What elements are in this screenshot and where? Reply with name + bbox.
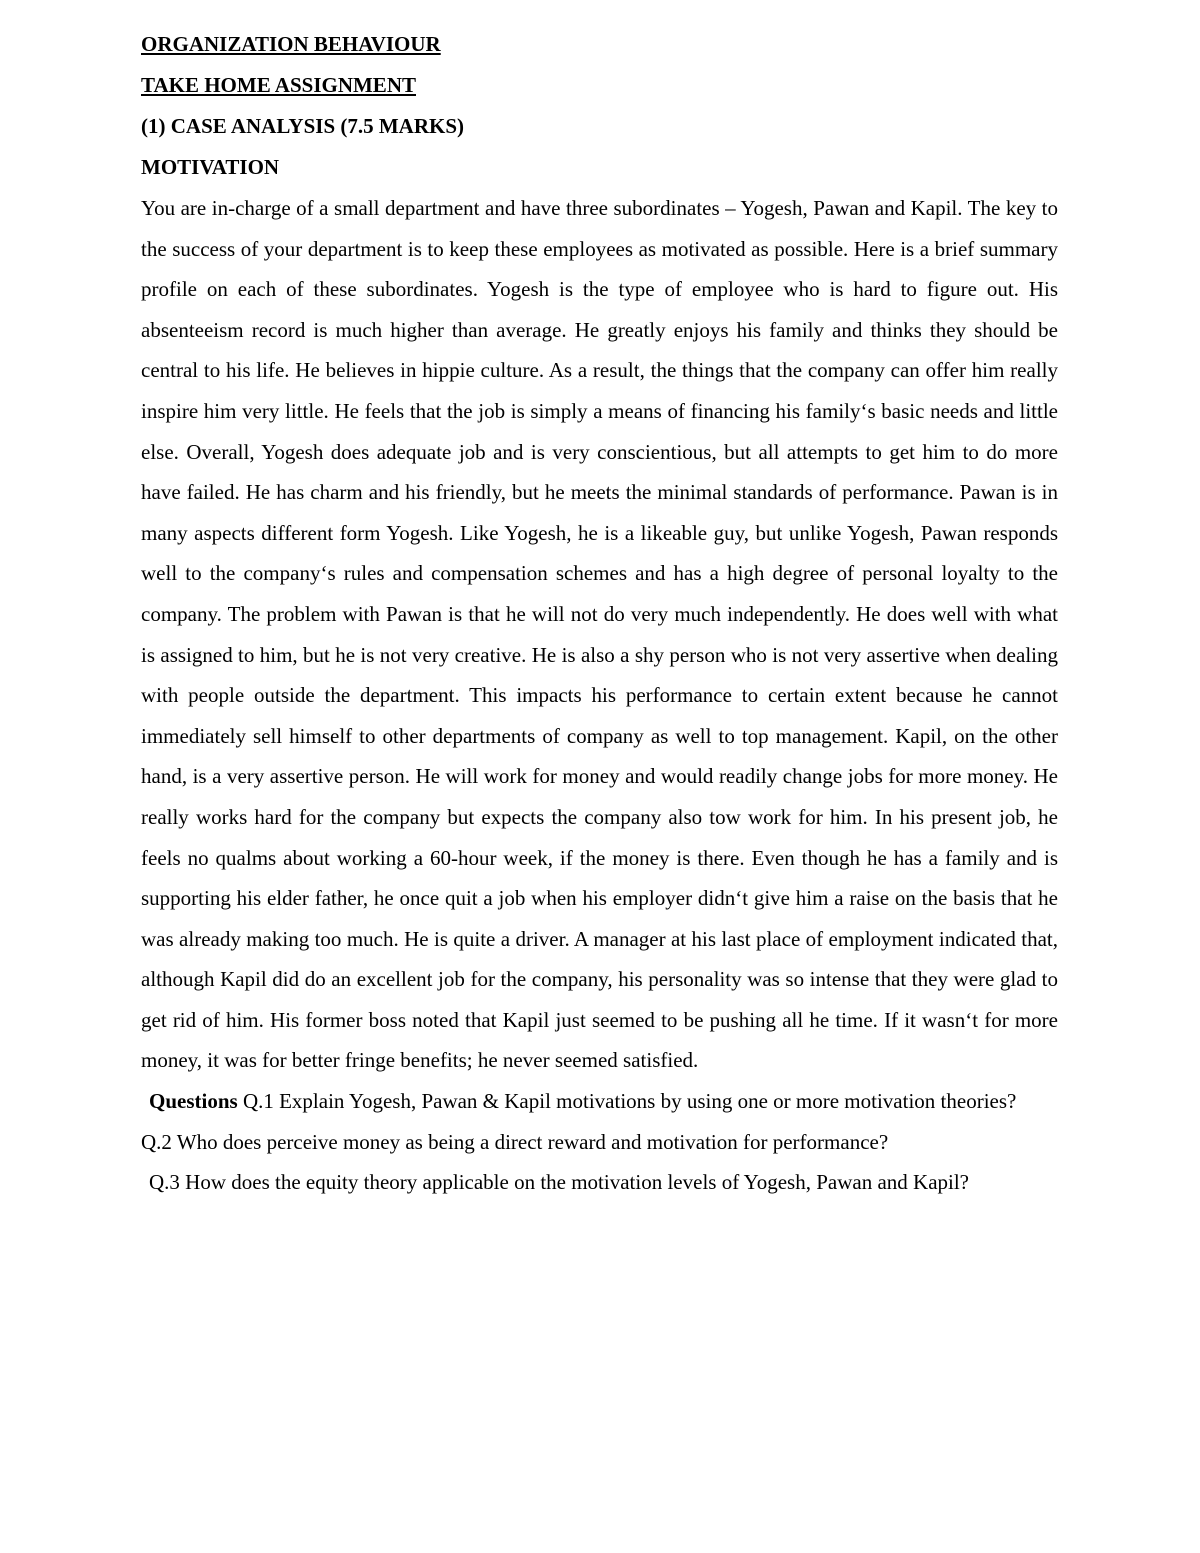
question-1-text: Q.1 Explain Yogesh, Pawan & Kapil motivations by using one or more motivation theories? xyxy=(242,1089,1017,1114)
document-page xyxy=(141,24,1058,1203)
topic-heading: MOTIVATION xyxy=(141,155,280,179)
question-2: Q.2 Who does perceive money as being a direct reward and motivation for performance? xyxy=(141,1129,889,1154)
section-title: (1) CASE ANALYSIS (7.5 MARKS) xyxy=(141,114,465,138)
question-1 xyxy=(141,1081,1058,1122)
course-title: ORGANIZATION BEHAVIOUR xyxy=(141,32,441,56)
assignment-title: TAKE HOME ASSIGNMENT xyxy=(141,73,416,97)
questions-label: Questions xyxy=(149,1089,238,1114)
question-3: Q.3 How does the equity theory applicable on the motivation levels of Yogesh, Pawan and Kapil? xyxy=(149,1170,970,1195)
case-text: You are in-charge of a small department and have three subordinates – Yogesh, Pawan and Kapil. The key to the success of your department is to keep these employees as motivated as possible. Here is a brief summary profile on each of these subordinates. Yogesh is the type of employee who is hard to figure out. His absenteeism record is much higher than average. He greatly enjoys his family and thinks they should be central to his life. He believes in hippie culture. As a result, the things that the company can offer him really inspire him very little. He feels that the job is simply a means of financing his family‘s basic needs and little else. Overall, Yogesh does adequate job and is very conscientious, but all attempts to get him to do more have failed. He has charm and his friendly, but he meets the minimal standards of performance. Pawan is in many aspects different form Yogesh. Like Yogesh, he is a likeable guy, but unlike Yogesh, Pawan responds well to the company‘s rules and compensation schemes and has a high degree of personal loyalty to the company. The problem with Pawan is that he will not do very much independently. He does well with what is assigned to him, but he is not very creative. He is also a shy person who is not very assertive when dealing with people outside the department. This impacts his performance to certain extent because he cannot immediately sell himself to other departments of company as well to top management. Kapil, on the other hand, is a very assertive person. He will work for money and would readily change jobs for more money. He really works hard for the company but expects the company also tow work for him. In his present job, he feels no qualms about working a 60-hour week, if the money is there. Even though he has a family and is supporting his elder father, he once quit a job when his employer didn‘t give him a raise on the basis that he was already making too much. He is quite a driver. A manager at his last place of employment indicated that, although Kapil did do an excellent job for the company, his personality was so intense that they were glad to get rid of him. His former boss noted that Kapil just seemed to be pushing all he time. If it wasn‘t for more money, it was for better fringe benefits; he never seemed satisfied. xyxy=(141,196,1058,1073)
